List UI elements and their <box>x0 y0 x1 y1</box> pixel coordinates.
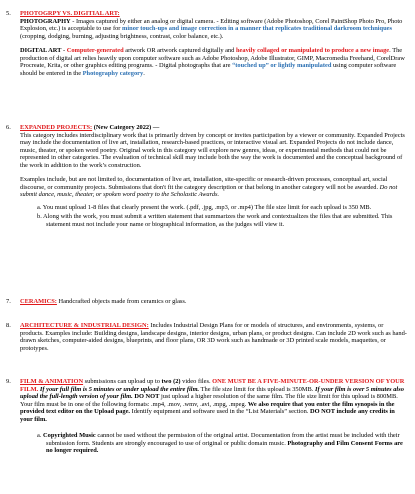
section-film-animation <box>6 378 407 455</box>
section-title: ARCHITECTURE & INDUSTRIAL DESIGN: <box>20 322 149 329</box>
film-text-1: submissions can upload up to <box>83 378 162 385</box>
expanded-paragraph-2 <box>20 176 407 199</box>
section-expanded-projects <box>6 124 407 228</box>
film-text-2: video files. <box>180 378 213 385</box>
photography-text-end: (cropping, dodging, burning, adjusting brightness, contrast, color balance, etc.). <box>20 32 224 40</box>
film-bold-italic-2: If your film is over 5 minutes also upload the full-length version of your film. <box>20 385 404 400</box>
digital-highlight-4: Photography category <box>82 69 144 77</box>
film-bold-1: two (2) <box>161 378 181 385</box>
photography-highlight: minor touch-ups and image correction in a manner that replicates traditional darkroom techniques <box>122 25 392 32</box>
section-title: PHOTOGRPY VS. DIGITIAL ART: <box>20 10 120 17</box>
section-number: 9. <box>6 378 11 385</box>
photography-label: PHOTOGRAPHY <box>20 17 71 25</box>
expanded-paragraph-1: This category includes interdisciplinary work that is primarily driven by concept or invites participation by a viewer or community. Expanded Projects may include the documentation of live art, installation, research-based practices, or interactive visual art. Expanded Projects do not include dance, music, theater, or spoken word poetry. Original work in this category will explore new genres, ideas, or experimental methods that could not be represented in other categories. The evaluation of technical skill may include both the way the work is documented and the conceptual background of the work in addition to the work’s construction. <box>20 131 405 169</box>
section-title-suffix: (New Category 2022) — <box>92 124 160 131</box>
film-item-a-heading: Copyrighted Music <box>43 432 96 439</box>
architecture-paragraph <box>20 322 407 352</box>
film-bold-2: DO NOT <box>132 393 160 400</box>
film-bold-italic-1: If your full film is 5 minutes or under upload the entire film. <box>38 385 200 393</box>
digital-highlight-3: “touched up” or lightly manipulated <box>232 62 332 69</box>
film-bold-4: DO NOT include any credits in your film. <box>20 408 395 423</box>
film-paragraph <box>20 378 407 423</box>
ceramics-line <box>20 298 407 306</box>
film-highlight: ONE MUST BE A FIVE-MINUTE-OR-UNDER VERSION OF YOUR FILM. <box>20 378 405 393</box>
film-text-5: Identify equipment and software used in the “List Materials” section. <box>130 408 310 415</box>
section-ceramics <box>6 298 407 306</box>
section-number: 8. <box>6 322 11 329</box>
photography-text: - Images captured by either an analog or digital camera. - Editing software (Adobe Photoshop, Corel PaintShop Photo Pro, Photo Explosion, etc.) is acceptable to use for <box>20 17 403 32</box>
film-text-3: The file size limit for this upload is 350MB. <box>199 385 315 393</box>
digital-art-label: DIGITAL ART <box>20 47 62 54</box>
section-title-line <box>20 124 407 132</box>
digital-text-1: - <box>61 47 67 54</box>
film-item-a <box>37 432 407 455</box>
section-number: 6. <box>6 124 11 131</box>
digital-text-3: . The production of digital art relies heavily upon computer software such as Adobe Photoshop, Adobe Illustrator, GIMP, Macromedia Freehand, CorelDraw Procreate, Krita, or other graphics editing programs. - Digital photographs that are <box>20 47 405 69</box>
expanded-item-b: b. Along with the work, you must submit a written statement that summarizes the work and contextualizes the files that are submitted. This statement must not include your name or biographical information, as the judges will view it. <box>37 213 393 228</box>
digital-text-2: artwork OR artwork captured digitally and <box>123 47 236 54</box>
film-item-a-note: Photography and Film Consent Forms are no longer required. <box>46 439 403 454</box>
section-title: CERAMICS: <box>20 298 57 305</box>
section-title: EXPANDED PROJECTS: <box>20 124 93 131</box>
expanded-item-a: a. You must upload 1-8 files that clearly present the work. (.pdf, .jpg, .mp3, or .mp4) The file size limit for each upload is 350 MB. <box>37 203 372 211</box>
film-text-4: just upload a higher resolution of the same film. The file size limit for this upload is 800MB. Your film must be in one of the following formats: .mp4, .mov, .wmv, .avi, .mpg, .mpeg. <box>20 393 398 408</box>
item-label: a. <box>37 432 42 439</box>
expanded-examples-text: Examples include, but are not limited to, documentation of live art, installation, site-specific or research-driven processes, conceptual art, social discourse, or community projects. Submissions that don't fit the category description or that belong in another category will not be awarded. <box>20 176 388 191</box>
digital-highlight-1: Computer-generated <box>66 47 124 54</box>
section-photography-vs-digital <box>6 10 407 77</box>
section-number: 7. <box>6 298 11 305</box>
section-architecture <box>6 322 407 352</box>
ceramics-text: Handcrafted objects made from ceramics or glass. <box>56 298 187 305</box>
architecture-text: Includes Industrial Design Plans for or models of structures, and environments, systems, or products. Examples include: Building designs, landscape designs, interior designs, urban plans, or product designs. Can include 2D work such as hand-drawn sketches, computer-aided designs, blueprints, and floor plans, OR 3D work such as handmade or 3D printed scale models, maquettes, or prototypes. <box>20 322 407 352</box>
film-item-a-text: cannot be used without the permission of the original artist. Documentation from the artist must be included with their submission form. Students are strongly encouraged to use of original or public domain music. <box>46 432 400 447</box>
digital-text-4: using computer software should be entered in the <box>20 62 397 77</box>
digital-art-paragraph <box>20 47 407 77</box>
expanded-examples-note: Do not submit dance, music, theater, or spoken word poetry to the Scholastic Awards. <box>20 183 398 198</box>
digital-highlight-2: heavily collaged or manipulated to produce a new image <box>235 47 390 54</box>
section-title: FILM & ANIMATION <box>20 378 84 385</box>
digital-text-5: . <box>143 69 145 77</box>
photography-paragraph <box>20 18 407 41</box>
section-number: 5. <box>6 10 11 17</box>
film-bold-3: We also require that you enter the film synopsis in the provided text editor on the Upload page. <box>20 400 395 415</box>
